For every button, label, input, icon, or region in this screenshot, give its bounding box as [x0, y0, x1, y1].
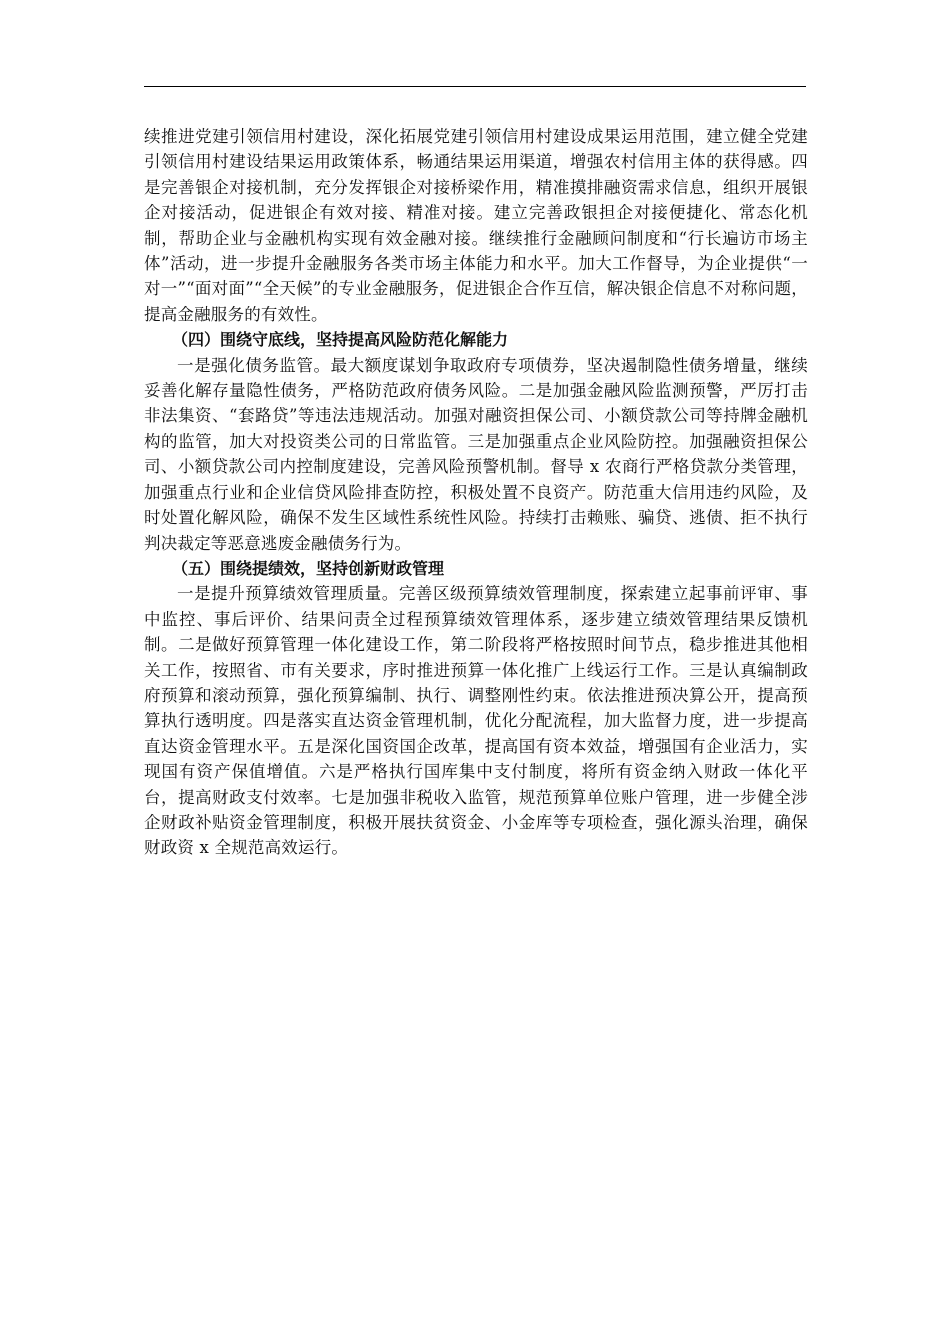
section-heading-5: （五）围绕提绩效，坚持创新财政管理 [172, 558, 445, 578]
header-rule [144, 86, 806, 87]
paragraph-continuation: 续推进党建引领信用村建设，深化拓展党建引领信用村建设成果运用范围，建立健全党建引领信用村建设结果运用政策体系，畅通结果运用渠道，增强农村信用主体的获得感。四是完善银企对接机制，充分发挥银企对接桥梁作用，精准摸排融资需求信息，组织开展银企对接活动，促进银企有效对接、精准对接。建立完善政银担企对接便捷化、常态化机制，帮助企业与金融机构实现有效金融对接。继续推行金融顾问制度和“行长遍访市场主体”活动，进一步提升金融服务各类市场主体能力和水平。加大工作督导，为企业提供“一对一”“面对面”“全天候”的专业金融服务，促进银企合作互信，解决银企信息不对称问题，提高金融服务的有效性。 [144, 127, 808, 324]
paragraph-risk-prevention: 一是强化债务监管。最大额度谋划争取政府专项债券，坚决遏制隐性债务增量，继续妥善化解存量隐性债务，严格防范政府债务风险。二是加强金融风险监测预警，严厉打击非法集资、“套路贷”等违法违规活动。加强对融资担保公司、小额贷款公司等持牌金融机构的监管，加大对投资类公司的日常监管。三是加强重点企业风险防控。加强融资担保公司、小额贷款公司内控制度建设，完善风险预警机制。督导 x 农商行严格贷款分类管理，加强重点行业和企业信贷风险排查防控，积极处置不良资产。防范重大信用违约风险，及时处置化解风险，确保不发生区域性系统性风险。持续打击赖账、骗贷、逃债、拒不执行判决裁定等恶意逃废金融债务行为。 [144, 355, 808, 553]
paragraph-fiscal-management: 一是提升预算绩效管理质量。完善区级预算绩效管理制度，探索建立起事前评审、事中监控、事后评价、结果问责全过程预算绩效管理体系，逐步建立绩效管理结果反馈机制。二是做好预算管理一体化建设工作，第二阶段将严格按照时间节点，稳步推进其他相关工作，按照省、市有关要求，序时推进预算一体化推广上线运行工作。三是认真编制政府预算和滚动预算，强化预算编制、执行、调整刚性约束。依法推进预决算公开，提高预算执行透明度。四是落实直达资金管理机制，优化分配流程，加大监督力度，进一步提高直达资金管理水平。五是深化国资国企改革，提高国有资本效益，增强国有企业活力，实现国有资产保值增值。六是严格执行国库集中支付制度，将所有资金纳入财政一体化平台，提高财政支付效率。七是加强非税收入监管，规范预算单位账户管理，进一步健全涉企财政补贴资金管理制度，积极开展扶贫资金、小金库等专项检查，强化源头治理，确保财政资 x 全规范高效运行。 [144, 584, 808, 858]
section-heading-4: （四）围绕守底线，坚持提高风险防范化解能力 [172, 330, 509, 350]
document-body [144, 124, 808, 861]
